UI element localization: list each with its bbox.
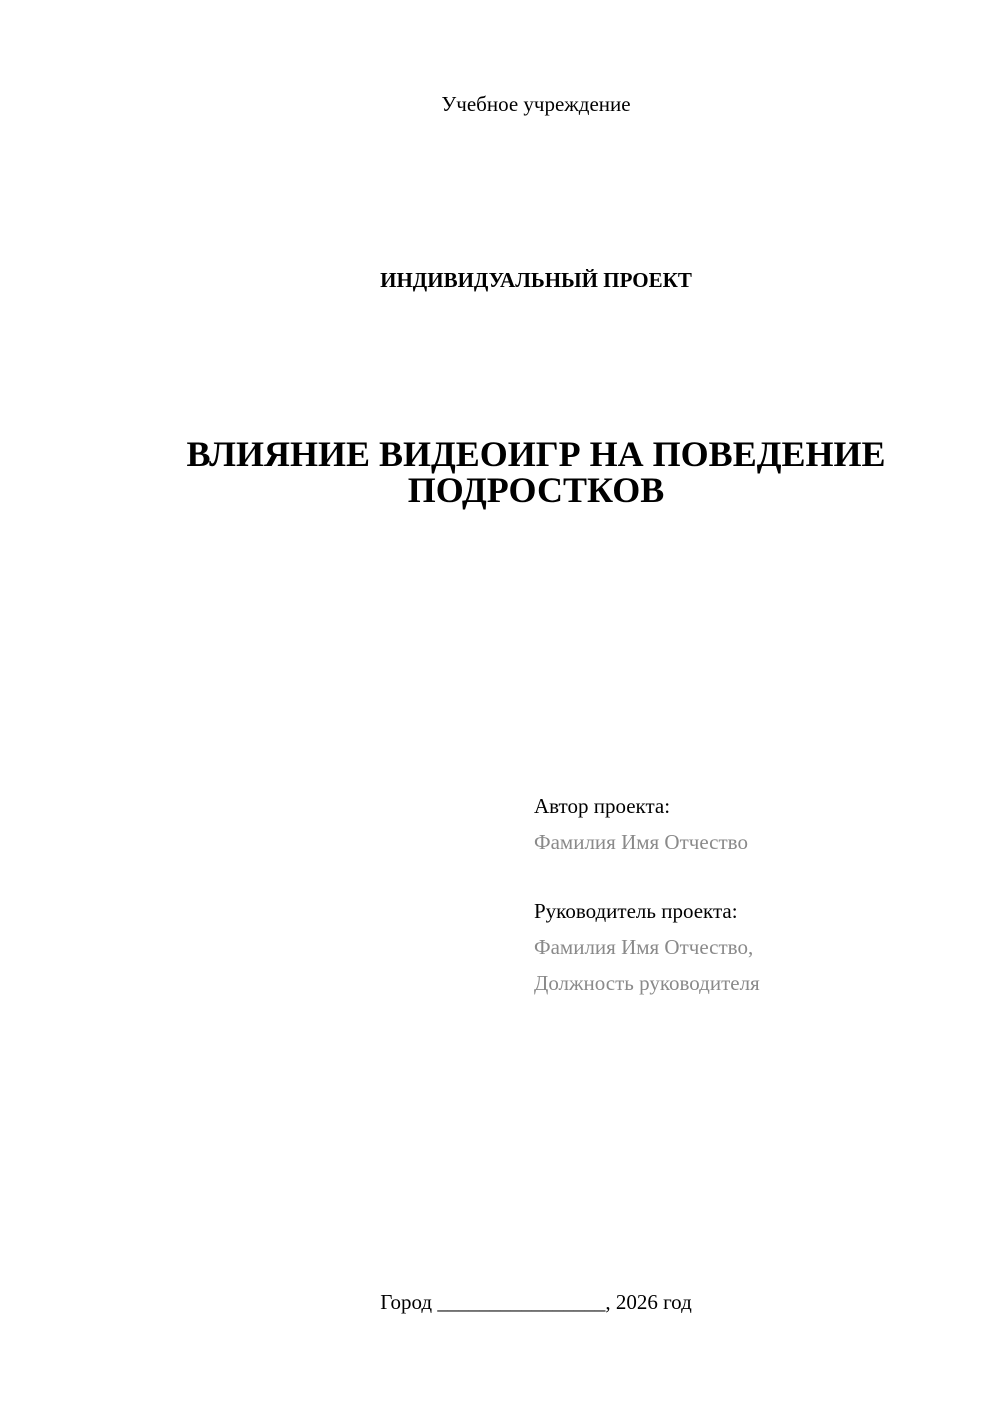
project-title bbox=[130, 436, 942, 508]
supervisor-name: Фамилия Имя Отчество, bbox=[534, 935, 754, 959]
spacer bbox=[534, 860, 974, 893]
document-type-heading: ИНДИВИДУАЛЬНЫЙ ПРОЕКТ bbox=[380, 268, 692, 292]
city-year-line: Город ________________, 2026 год bbox=[380, 1290, 692, 1314]
institution-name: Учебное учреждение bbox=[441, 92, 631, 116]
project-info-block bbox=[534, 788, 974, 1001]
project-title-line-1: ВЛИЯНИЕ ВИДЕОИГР НА ПОВЕДЕНИЕ bbox=[186, 434, 886, 474]
author-label: Автор проекта: bbox=[534, 794, 671, 818]
supervisor-label: Руководитель проекта: bbox=[534, 899, 738, 923]
project-title-line-2: ПОДРОСТКОВ bbox=[407, 470, 665, 510]
supervisor-position: Должность руководителя bbox=[534, 971, 760, 995]
author-name: Фамилия Имя Отчество bbox=[534, 830, 748, 854]
